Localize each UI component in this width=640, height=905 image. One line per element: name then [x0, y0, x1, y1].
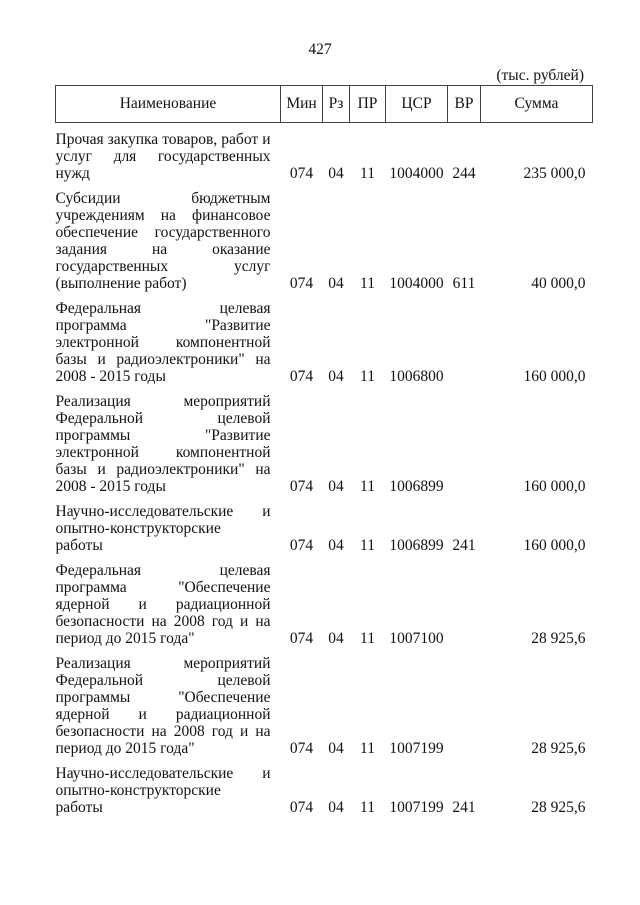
row-csr: 1006899 — [389, 537, 444, 554]
row-min: 074 — [289, 630, 314, 647]
table-row — [56, 495, 593, 554]
units-note: (тыс. рублей) — [496, 67, 584, 84]
table-header — [56, 86, 593, 123]
column-header-vr: ВР — [448, 86, 481, 123]
row-rz: 04 — [328, 740, 344, 757]
row-sum: 28 925,6 — [531, 740, 586, 757]
row-pr: 11 — [360, 537, 375, 554]
row-vr — [448, 385, 481, 495]
row-sum: 160 000,0 — [523, 478, 586, 495]
row-csr: 1006800 — [389, 368, 444, 385]
row-vr: 241 — [452, 799, 476, 816]
row-pr: 11 — [360, 368, 375, 385]
table-row — [56, 757, 593, 816]
row-pr: 11 — [360, 630, 375, 647]
row-vr: 244 — [452, 165, 476, 182]
row-sum: 160 000,0 — [523, 368, 586, 385]
row-vr — [448, 292, 481, 385]
row-name: Субсидии бюджетным учреждениям на финансовое обеспечение государственного задания на оказание государственных услуг (выполнение работ) — [55, 190, 271, 292]
row-rz: 04 — [328, 478, 344, 495]
column-header-pr: ПР — [350, 86, 386, 123]
row-name: Научно-исследовательские и опытно-конструкторские работы — [55, 503, 271, 554]
column-header-min: Мин — [281, 86, 323, 123]
row-pr: 11 — [360, 478, 375, 495]
budget-table — [55, 85, 593, 816]
row-pr: 11 — [360, 799, 375, 816]
row-min: 074 — [289, 478, 314, 495]
table-row — [56, 182, 593, 292]
column-header-sum: Сумма — [481, 86, 593, 123]
row-name: Реализация мероприятий Федеральной целевой программы "Обеспечение ядерной и радиационной безопасности на 2008 год и на период до 2015 года" — [55, 655, 271, 757]
row-csr: 1007100 — [389, 630, 444, 647]
row-rz: 04 — [328, 165, 344, 182]
table-row — [56, 123, 593, 183]
row-vr — [448, 554, 481, 647]
table-header-row — [56, 86, 593, 123]
row-min: 074 — [289, 275, 314, 292]
table-row — [56, 385, 593, 495]
row-name: Научно-исследовательские и опытно-конструкторские работы — [55, 765, 271, 816]
table-row — [56, 647, 593, 757]
row-csr: 1006899 — [389, 478, 444, 495]
row-min: 074 — [289, 537, 314, 554]
row-sum: 235 000,0 — [523, 165, 586, 182]
page-number: 427 — [308, 41, 332, 58]
row-sum: 28 925,6 — [531, 630, 586, 647]
column-header-rz: Рз — [323, 86, 350, 123]
row-rz: 04 — [328, 537, 344, 554]
table-body — [56, 123, 593, 817]
row-pr: 11 — [360, 275, 375, 292]
row-rz: 04 — [328, 275, 344, 292]
row-sum: 28 925,6 — [531, 799, 586, 816]
row-rz: 04 — [328, 799, 344, 816]
row-rz: 04 — [328, 630, 344, 647]
row-min: 074 — [289, 165, 314, 182]
row-min: 074 — [289, 740, 314, 757]
row-min: 074 — [289, 368, 314, 385]
row-csr: 1004000 — [389, 165, 444, 182]
row-name: Реализация мероприятий Федеральной целевой программы "Развитие электронной компонентной базы и радиоэлектроники" на 2008 - 2015 годы — [55, 393, 271, 495]
row-pr: 11 — [360, 740, 375, 757]
table-row — [56, 292, 593, 385]
row-vr: 241 — [452, 537, 476, 554]
row-name: Федеральная целевая программа "Обеспечение ядерной и радиационной безопасности на 2008 год и на период до 2015 года" — [55, 562, 271, 647]
row-csr: 1004000 — [389, 275, 444, 292]
row-sum: 160 000,0 — [523, 537, 586, 554]
row-name: Прочая закупка товаров, работ и услуг для государственных нужд — [55, 131, 271, 182]
row-vr: 611 — [452, 275, 476, 292]
row-vr — [448, 647, 481, 757]
row-rz: 04 — [328, 368, 344, 385]
row-csr: 1007199 — [389, 799, 444, 816]
table-row — [56, 554, 593, 647]
row-name: Федеральная целевая программа "Развитие электронной компонентной базы и радиоэлектроники" на 2008 - 2015 годы — [55, 300, 271, 385]
column-header-name: Наименование — [56, 86, 281, 123]
row-sum: 40 000,0 — [531, 275, 586, 292]
column-header-csr: ЦСР — [386, 86, 448, 123]
row-csr: 1007199 — [389, 740, 444, 757]
row-pr: 11 — [360, 165, 375, 182]
row-min: 074 — [289, 799, 314, 816]
